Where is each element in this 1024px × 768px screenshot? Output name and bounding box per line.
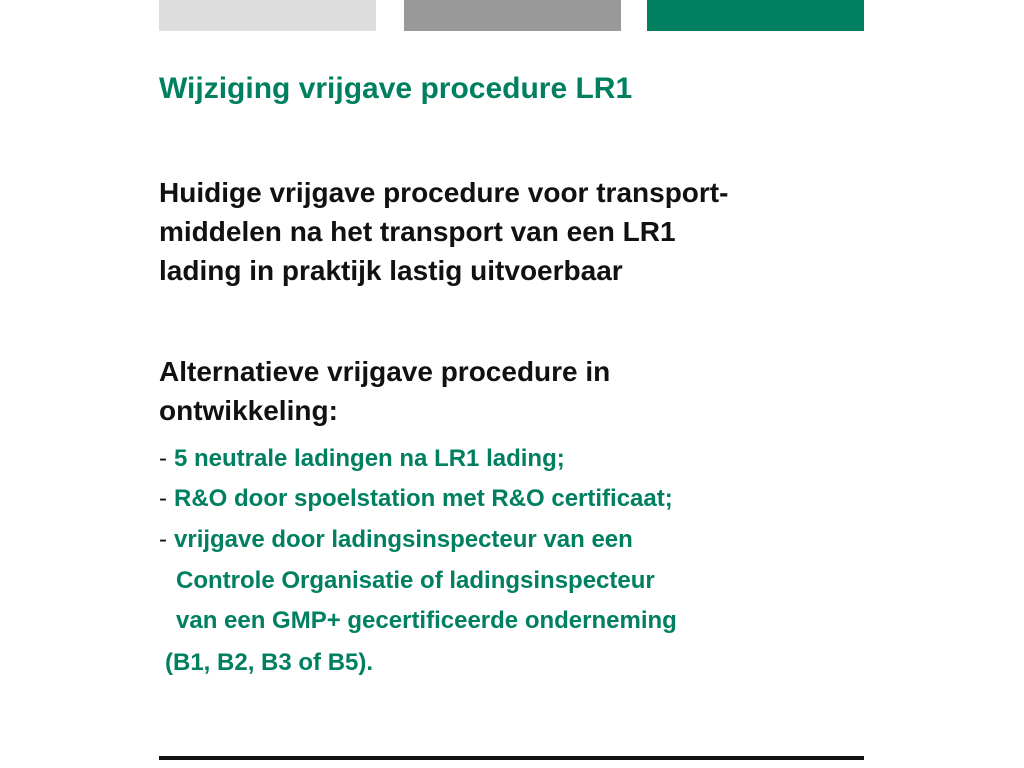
paragraph-1-line-2: middelen na het transport van een LR1: [159, 216, 676, 247]
list-item: [159, 484, 673, 514]
list-item-continuation: (B1, B2, B3 of B5).: [165, 649, 374, 676]
list-item: [159, 525, 633, 555]
header-bar-light-gray: [159, 0, 376, 31]
bullet-dash: -: [159, 526, 167, 553]
paragraph-2-line-1: Alternatieve vrijgave procedure in: [159, 356, 611, 387]
paragraph-1-line-3: lading in praktijk lastig uitvoerbaar: [159, 255, 623, 286]
list-item: [159, 444, 565, 474]
list-item-text: R&O door spoelstation met R&O certificaat;: [174, 485, 673, 512]
list-item-text: vrijgave door ladingsinspecteur van een: [174, 526, 633, 553]
paragraph-1-line-1: Huidige vrijgave procedure voor transport-: [159, 177, 729, 208]
footer-divider: [159, 756, 864, 760]
bullet-dash: -: [159, 485, 167, 512]
list-item-text: 5 neutrale ladingen na LR1 lading;: [174, 445, 565, 472]
list-item-continuation: van een GMP+ gecertificeerde onderneming: [176, 607, 677, 634]
slide-title: Wijziging vrijgave procedure LR1: [159, 72, 633, 105]
paragraph-current-procedure: [159, 173, 859, 290]
paragraph-2-line-2: ontwikkeling:: [159, 395, 338, 426]
list-item-continuation: Controle Organisatie of ladingsinspecteur: [176, 567, 655, 594]
paragraph-alternative-procedure: [159, 352, 859, 430]
header-bar-mid-gray: [404, 0, 621, 31]
bullet-dash: -: [159, 445, 167, 472]
header-bar-green: [647, 0, 864, 31]
